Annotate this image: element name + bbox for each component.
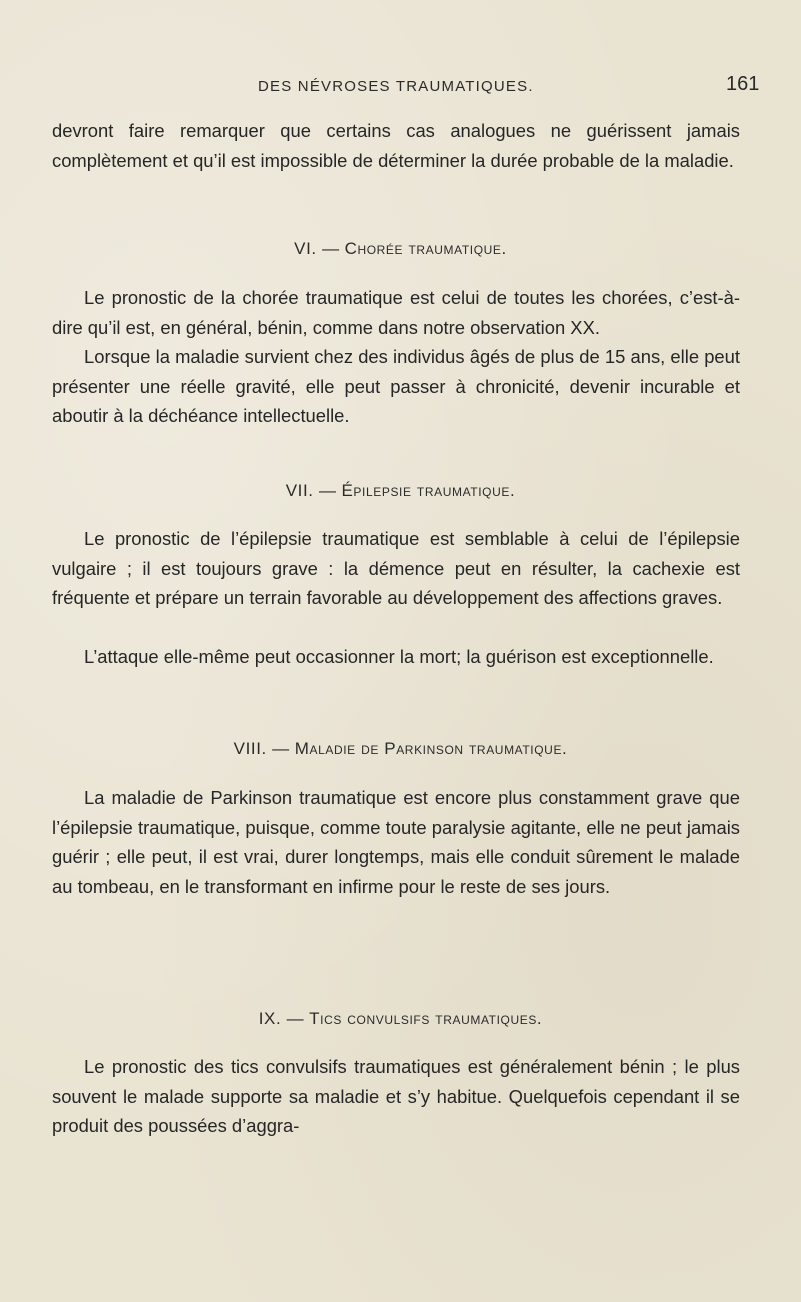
paragraph-tics: Le pronostic des tics convulsifs traumatiques est généralement bénin ; le plus souvent le malade supporte sa maladie et s’y habitue. Quelquefois cependant il se produit des poussées d’aggra- [52, 1056, 740, 1136]
section-numeral: VII. — [285, 481, 337, 500]
section-title: Épilepsie traumatique. [341, 481, 516, 500]
paragraph-continuation: devront faire remarquer que certains cas analogues ne guérissent jamais complètement et qu’il est impossible de déterminer la durée probable de la maladie. [52, 120, 740, 171]
section-numeral: VI. — [294, 239, 340, 258]
section-heading-vi [0, 239, 801, 259]
section-numeral: IX. — [258, 1009, 305, 1028]
running-head: DES NÉVROSES TRAUMATIQUES. [258, 78, 534, 95]
section-title: Chorée traumatique. [344, 239, 507, 258]
paragraph-epilepsie-2: L’attaque elle-même peut occasionner la mort; la guérison est exceptionnelle. [84, 646, 714, 667]
section-numeral: VIII. — [233, 739, 290, 758]
section-title: Maladie de Parkinson traumatique. [294, 739, 568, 758]
paragraph-choree-2: Lorsque la maladie survient chez des individus âgés de plus de 15 ans, elle peut présenter une réelle gravité, elle peut passer à chronicité, devenir incurable et aboutir à la déchéance intellectuelle. [52, 346, 740, 426]
page-number: 161 [726, 73, 760, 95]
paragraph-epilepsie-1: Le pronostic de l’épilepsie traumatique est semblable à celui de l’épilepsie vulgaire ; il est toujours grave : la démence peut en résulter, la cachexie est fréquente et prépare un terrain favorable au développement des affections graves. [52, 528, 740, 608]
section-heading-vii [0, 481, 801, 501]
section-heading-viii [0, 739, 801, 759]
paragraph-parkinson: La maladie de Parkinson traumatique est encore plus constamment grave que l’épilepsie traumatique, puisque, comme toute paralysie agitante, elle ne peut jamais guérir ; elle peut, il est vrai, durer longtemps, mais elle conduit sûrement le malade au tombeau, en le transformant en infirme pour le reste de ses jours. [52, 787, 740, 897]
section-heading-ix [0, 1009, 801, 1029]
paragraph-choree-1: Le pronostic de la chorée traumatique est celui de toutes les chorées, c’est-à-dire qu’il est, en général, bénin, comme dans notre observation XX. [52, 287, 740, 338]
section-title: Tics convulsifs traumatiques. [309, 1009, 543, 1028]
